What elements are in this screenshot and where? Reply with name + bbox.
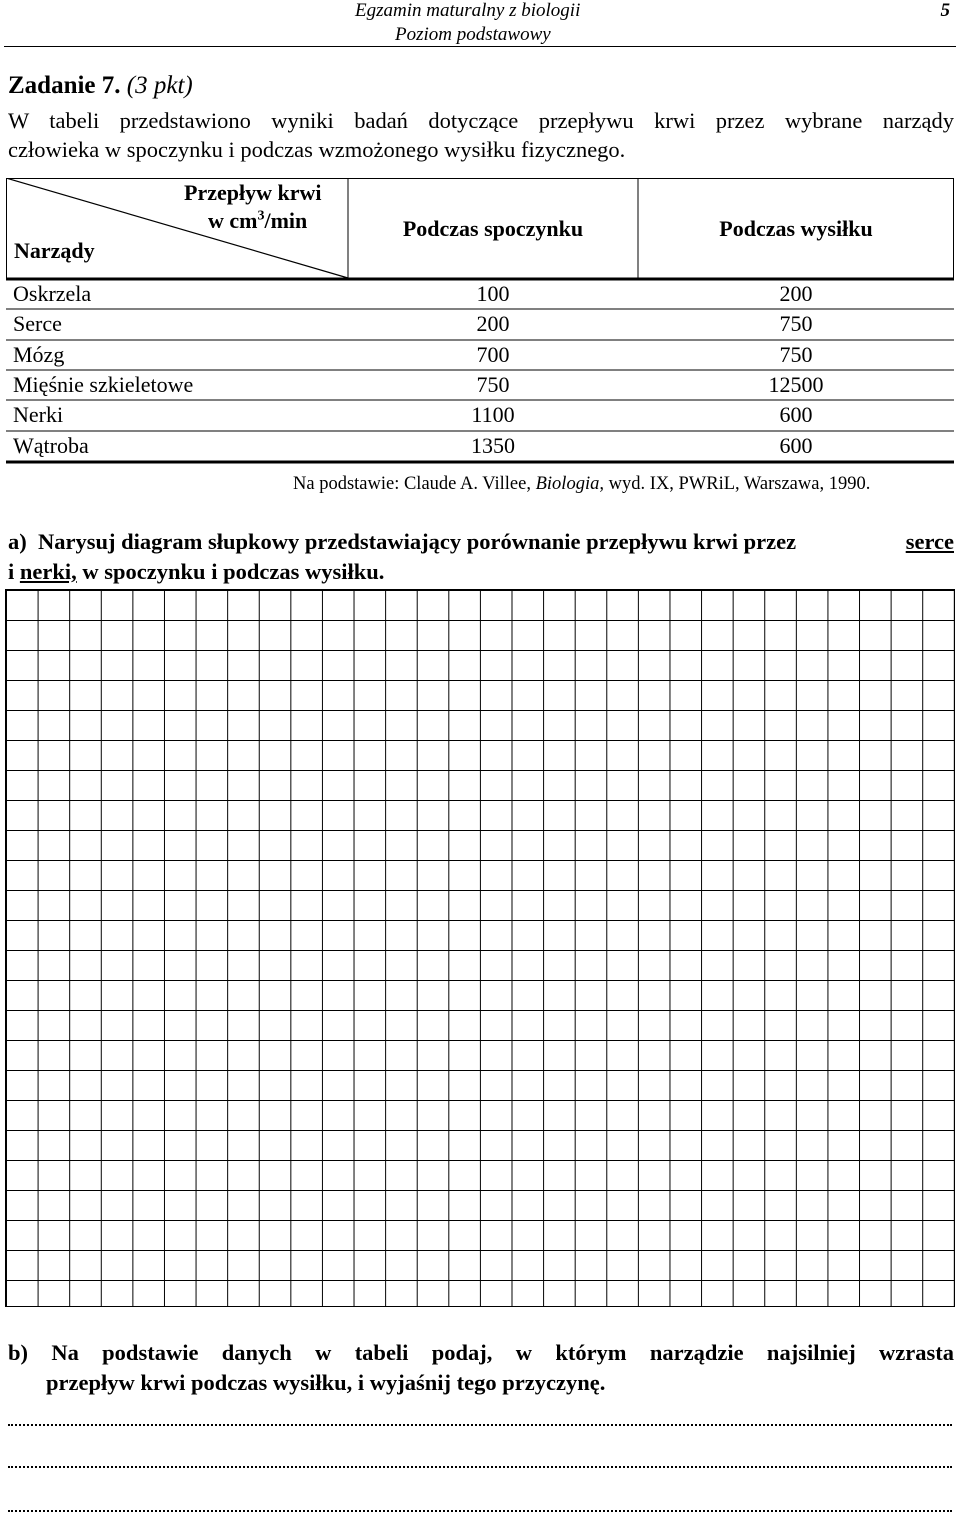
question-b xyxy=(8,1338,954,1398)
table-cell-rest: 100 xyxy=(476,281,510,306)
corner-header-organs: Narządy xyxy=(14,238,95,263)
answer-line[interactable] xyxy=(8,1422,952,1426)
question-b-line1: b) Na podstawie danych w tabeli podaj, w którym narządzie najsilniej wzrasta xyxy=(8,1340,954,1365)
question-a-label: a) xyxy=(8,529,27,554)
table-cell-rest: 750 xyxy=(476,372,510,397)
task-number: Zadanie 7. xyxy=(8,72,121,99)
task-title xyxy=(8,72,193,100)
exam-title: Egzamin maturalny z biologii xyxy=(355,0,581,21)
task-intro-line1: W tabeli przedstawiono wyniki badań dotyczące przepływu krwi przez wybrane narządy xyxy=(8,108,954,133)
table-cell-rest: 1100 xyxy=(471,402,515,427)
table-cell-effort: 750 xyxy=(779,342,813,367)
table-cell-organ: Nerki xyxy=(13,402,64,427)
column-header-effort: Podczas wysiłku xyxy=(719,216,873,241)
table-cell-rest: 1350 xyxy=(471,433,515,458)
corner-flow-label: Przepływ krwi xyxy=(184,180,322,205)
question-a-underline-kidneys: nerki, xyxy=(19,559,77,584)
task-points: (3 pkt) xyxy=(126,72,193,99)
table-cell-organ: Wątroba xyxy=(13,433,89,458)
unit-suffix: /min xyxy=(264,208,308,233)
question-a-underline-heart: serce xyxy=(905,529,954,554)
page-number: 5 xyxy=(940,0,950,21)
question-a-text1: Narysuj diagram słupkowy przedstawiający porównanie przepływu krwi przez xyxy=(38,529,797,554)
source-book-title: Biologia, xyxy=(535,474,604,494)
table-cell-rest: 700 xyxy=(476,342,510,367)
table-cell-effort: 600 xyxy=(779,433,813,458)
table-cell-organ: Mięśnie szkieletowe xyxy=(13,372,194,397)
table-cell-effort: 600 xyxy=(779,402,813,427)
question-a-text2: i xyxy=(8,559,20,584)
task-intro-line2: człowieka w spoczynku i podczas wzmożonego wysiłku fizycznego. xyxy=(8,137,626,162)
exam-level: Poziom podstawowy xyxy=(395,24,551,45)
table-cell-organ: Mózg xyxy=(13,342,65,367)
column-header-rest: Podczas spoczynku xyxy=(402,216,584,241)
question-a xyxy=(8,527,954,587)
answer-line[interactable] xyxy=(8,1464,952,1468)
table-cell-organ: Oskrzela xyxy=(13,281,92,306)
header-rule xyxy=(4,46,956,47)
question-b-line2: przepływ krwi podczas wysiłku, i wyjaśnij tego przyczynę. xyxy=(46,1370,606,1395)
answer-line[interactable] xyxy=(8,1508,952,1512)
source-citation xyxy=(293,474,870,495)
answer-grid[interactable] xyxy=(5,589,955,1307)
table-cell-rest: 200 xyxy=(476,311,510,336)
table-cell-effort: 200 xyxy=(779,281,813,306)
table-cell-effort: 12500 xyxy=(768,372,824,397)
corner-header-unit xyxy=(208,208,307,234)
blood-flow-table xyxy=(6,178,954,464)
table-cell-effort: 750 xyxy=(779,311,813,336)
question-a-text3: w spoczynku i podczas wysiłku. xyxy=(76,559,385,584)
source-suffix: wyd. IX, PWRiL, Warszawa, 1990. xyxy=(603,474,871,494)
source-prefix: Na podstawie: Claude A. Villee, xyxy=(293,474,536,494)
unit-superscript: 3 xyxy=(257,208,265,224)
corner-header-flow xyxy=(184,180,321,206)
page-header xyxy=(0,0,960,48)
table-cell-organ: Serce xyxy=(13,311,62,336)
unit-label: w cm xyxy=(208,208,258,233)
